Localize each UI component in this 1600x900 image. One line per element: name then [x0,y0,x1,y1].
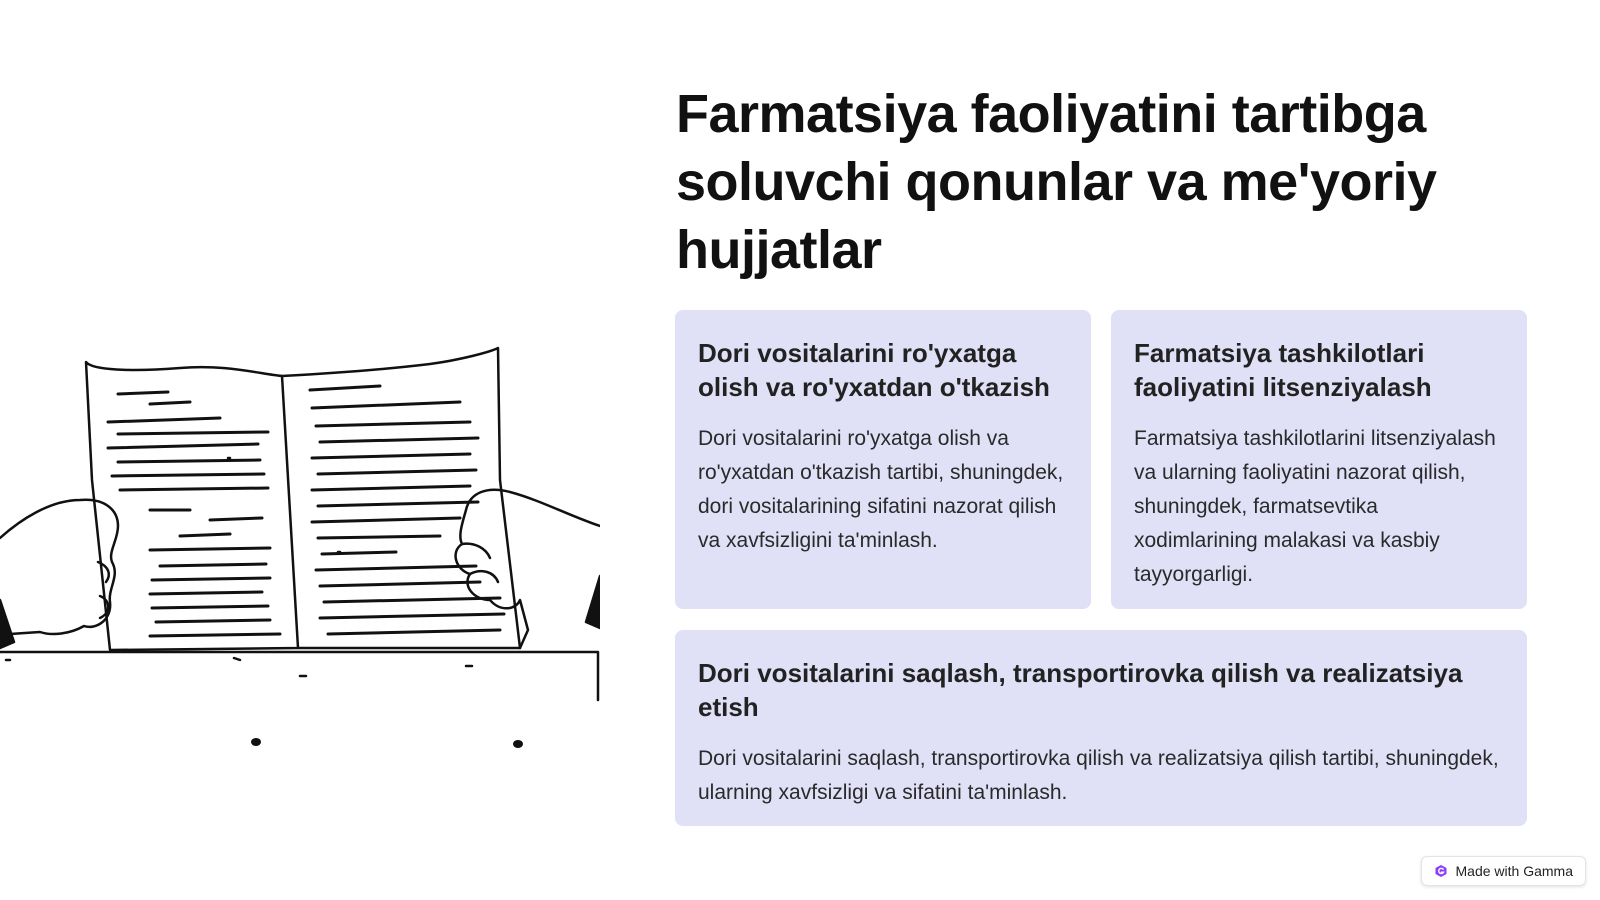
right-hand [456,490,600,648]
newspaper-right-page [282,348,520,648]
card-title: Dori vositalarini ro'yxatga olish va ro'yxatdan o'tkazish [698,338,1050,402]
card-title: Farmatsiya tashkilotlari faoliyatini litsenziyalash [1134,338,1432,402]
card-storage-transport [675,630,1527,826]
card-body: Dori vositalarini saqlash, transportirovka qilish va realizatsiya qilish tartibi, shuningdek, ularning xavfsizligi va sifatini ta'minlash. [698,747,1499,804]
newspaper-reading-illustration [0,330,600,770]
card-body: Dori vositalarini ro'yxatga olish va ro'yxatdan o'tkazish tartibi, shuningdek, dori vositalarining sifatini nazorat qilish va xavfsizligini ta'minlash. [698,427,1064,552]
card-licensing [1111,310,1527,609]
card-body: Farmatsiya tashkilotlarini litsenziyalash va ularning faoliyatini nazorat qilish, shuningdek, farmatsevtika xodimlarining malakasi va kasbiy tayyorgarligi. [1134,427,1496,586]
card-title: Dori vositalarini saqlash, transportirovka qilish va realizatsiya etish [698,658,1463,722]
card-drug-registration [675,310,1091,609]
gamma-logo-icon [1434,864,1448,878]
badge-label: Made with Gamma [1455,863,1573,879]
made-with-gamma-badge[interactable] [1421,856,1586,886]
page-title: Farmatsiya faoliyatini tartibga soluvchi qonunlar va me'yoriy hujjatlar [676,84,1437,280]
